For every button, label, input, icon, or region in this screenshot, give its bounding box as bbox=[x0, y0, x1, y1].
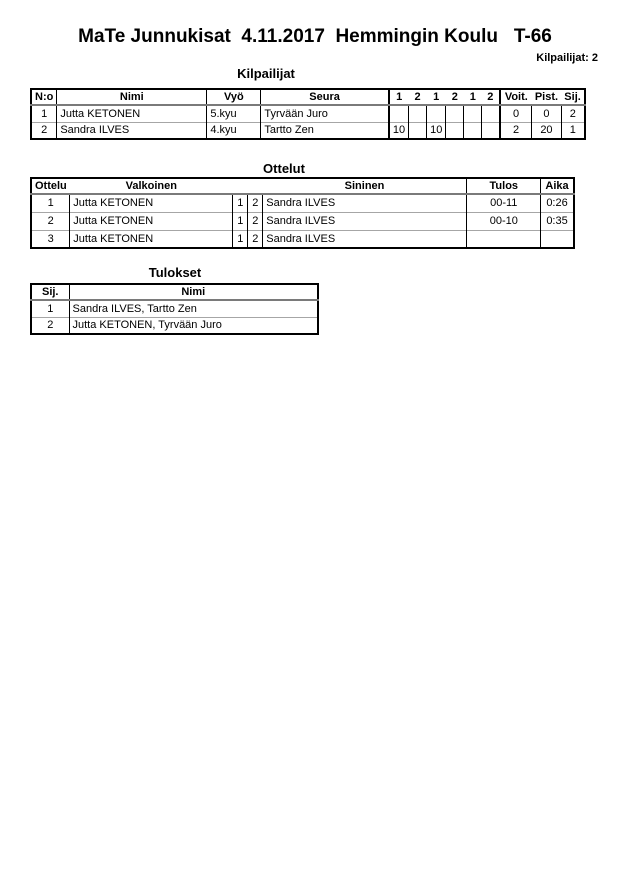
cell-name: Jutta KETONEN bbox=[57, 105, 207, 122]
cell-result: 00-10 bbox=[467, 212, 541, 230]
col-header: Tulos bbox=[467, 178, 541, 194]
page-title: MaTe Junnukisat 4.11.2017 Hemmingin Koulu T-66 bbox=[78, 26, 552, 47]
table-row bbox=[31, 194, 574, 212]
cell-match-number: 3 bbox=[31, 230, 70, 248]
col-header: 2 bbox=[482, 89, 500, 105]
cell-club: Tartto Zen bbox=[261, 122, 389, 139]
cell-wins: 2 bbox=[500, 122, 532, 139]
competitors-count: Kilpailijat: 2 bbox=[536, 52, 598, 64]
kilpailijat-heading: Kilpailijat bbox=[237, 66, 295, 81]
cell-name: Sandra ILVES, Tartto Zen bbox=[69, 300, 318, 317]
cell-rank: 1 bbox=[31, 300, 69, 317]
cell-score bbox=[482, 122, 500, 139]
cell-score bbox=[389, 105, 409, 122]
col-header: Valkoinen bbox=[70, 178, 233, 194]
col-header: 2 bbox=[409, 89, 427, 105]
cell-match-number: 2 bbox=[31, 212, 70, 230]
ottelut-table bbox=[30, 177, 575, 249]
cell-belt: 5.kyu bbox=[207, 105, 261, 122]
cell-blue-id: 2 bbox=[248, 212, 263, 230]
cell-blue-name: Sandra ILVES bbox=[263, 230, 467, 248]
cell-score bbox=[464, 122, 482, 139]
col-header: 2 bbox=[446, 89, 464, 105]
cell-time: 0:35 bbox=[541, 212, 574, 230]
ottelut-heading: Ottelut bbox=[263, 161, 305, 176]
cell-score: 10 bbox=[427, 122, 446, 139]
cell-score: 10 bbox=[389, 122, 409, 139]
cell-belt: 4.kyu bbox=[207, 122, 261, 139]
col-header: Ottelu bbox=[31, 178, 70, 194]
tulokset-heading: Tulokset bbox=[148, 265, 202, 280]
col-header: Aika bbox=[541, 178, 574, 194]
cell-rank: 1 bbox=[561, 122, 585, 139]
cell-name: Jutta KETONEN, Tyrvään Juro bbox=[69, 317, 318, 334]
cell-time: 0:26 bbox=[541, 194, 574, 212]
kilpailijat-table bbox=[30, 88, 586, 140]
cell-match-number: 1 bbox=[31, 194, 70, 212]
cell-result: 00-11 bbox=[467, 194, 541, 212]
cell-score bbox=[464, 105, 482, 122]
cell-score bbox=[427, 105, 446, 122]
col-header: Vyö bbox=[207, 89, 261, 105]
cell-white-id: 1 bbox=[233, 212, 248, 230]
cell-points: 0 bbox=[532, 105, 561, 122]
cell-score bbox=[409, 105, 427, 122]
cell-points: 20 bbox=[532, 122, 561, 139]
col-header: Nimi bbox=[57, 89, 207, 105]
table-row bbox=[31, 300, 318, 317]
cell-club: Tyrvään Juro bbox=[261, 105, 389, 122]
col-header: Sij. bbox=[561, 89, 585, 105]
col-header: 1 bbox=[464, 89, 482, 105]
cell-rank: 2 bbox=[31, 317, 69, 334]
cell-score bbox=[446, 122, 464, 139]
cell-score bbox=[446, 105, 464, 122]
cell-blue-name: Sandra ILVES bbox=[263, 194, 467, 212]
cell-name: Sandra ILVES bbox=[57, 122, 207, 139]
cell-blue-id: 2 bbox=[248, 230, 263, 248]
cell-white-name: Jutta KETONEN bbox=[70, 194, 233, 212]
cell-number: 2 bbox=[31, 122, 57, 139]
cell-blue-name: Sandra ILVES bbox=[263, 212, 467, 230]
cell-score bbox=[482, 105, 500, 122]
table-row bbox=[31, 105, 585, 122]
col-header: Sij. bbox=[31, 284, 69, 300]
table-header-row bbox=[31, 178, 574, 194]
table-row bbox=[31, 317, 318, 334]
col-header: N:o bbox=[31, 89, 57, 105]
table-header-row bbox=[31, 89, 585, 105]
tulokset-table bbox=[30, 283, 319, 335]
col-header bbox=[233, 178, 248, 194]
cell-white-name: Jutta KETONEN bbox=[70, 212, 233, 230]
col-header: Pist. bbox=[532, 89, 561, 105]
cell-score bbox=[409, 122, 427, 139]
table-row bbox=[31, 122, 585, 139]
cell-blue-id: 2 bbox=[248, 194, 263, 212]
table-row bbox=[31, 230, 574, 248]
col-header: Voit. bbox=[500, 89, 532, 105]
cell-white-name: Jutta KETONEN bbox=[70, 230, 233, 248]
col-header: Sininen bbox=[263, 178, 467, 194]
col-header: Nimi bbox=[69, 284, 318, 300]
col-header: Seura bbox=[261, 89, 389, 105]
table-row bbox=[31, 212, 574, 230]
cell-white-id: 1 bbox=[233, 194, 248, 212]
cell-rank: 2 bbox=[561, 105, 585, 122]
cell-time bbox=[541, 230, 574, 248]
cell-wins: 0 bbox=[500, 105, 532, 122]
col-header bbox=[248, 178, 263, 194]
cell-result bbox=[467, 230, 541, 248]
col-header: 1 bbox=[389, 89, 409, 105]
table-header-row bbox=[31, 284, 318, 300]
cell-number: 1 bbox=[31, 105, 57, 122]
col-header: 1 bbox=[427, 89, 446, 105]
cell-white-id: 1 bbox=[233, 230, 248, 248]
